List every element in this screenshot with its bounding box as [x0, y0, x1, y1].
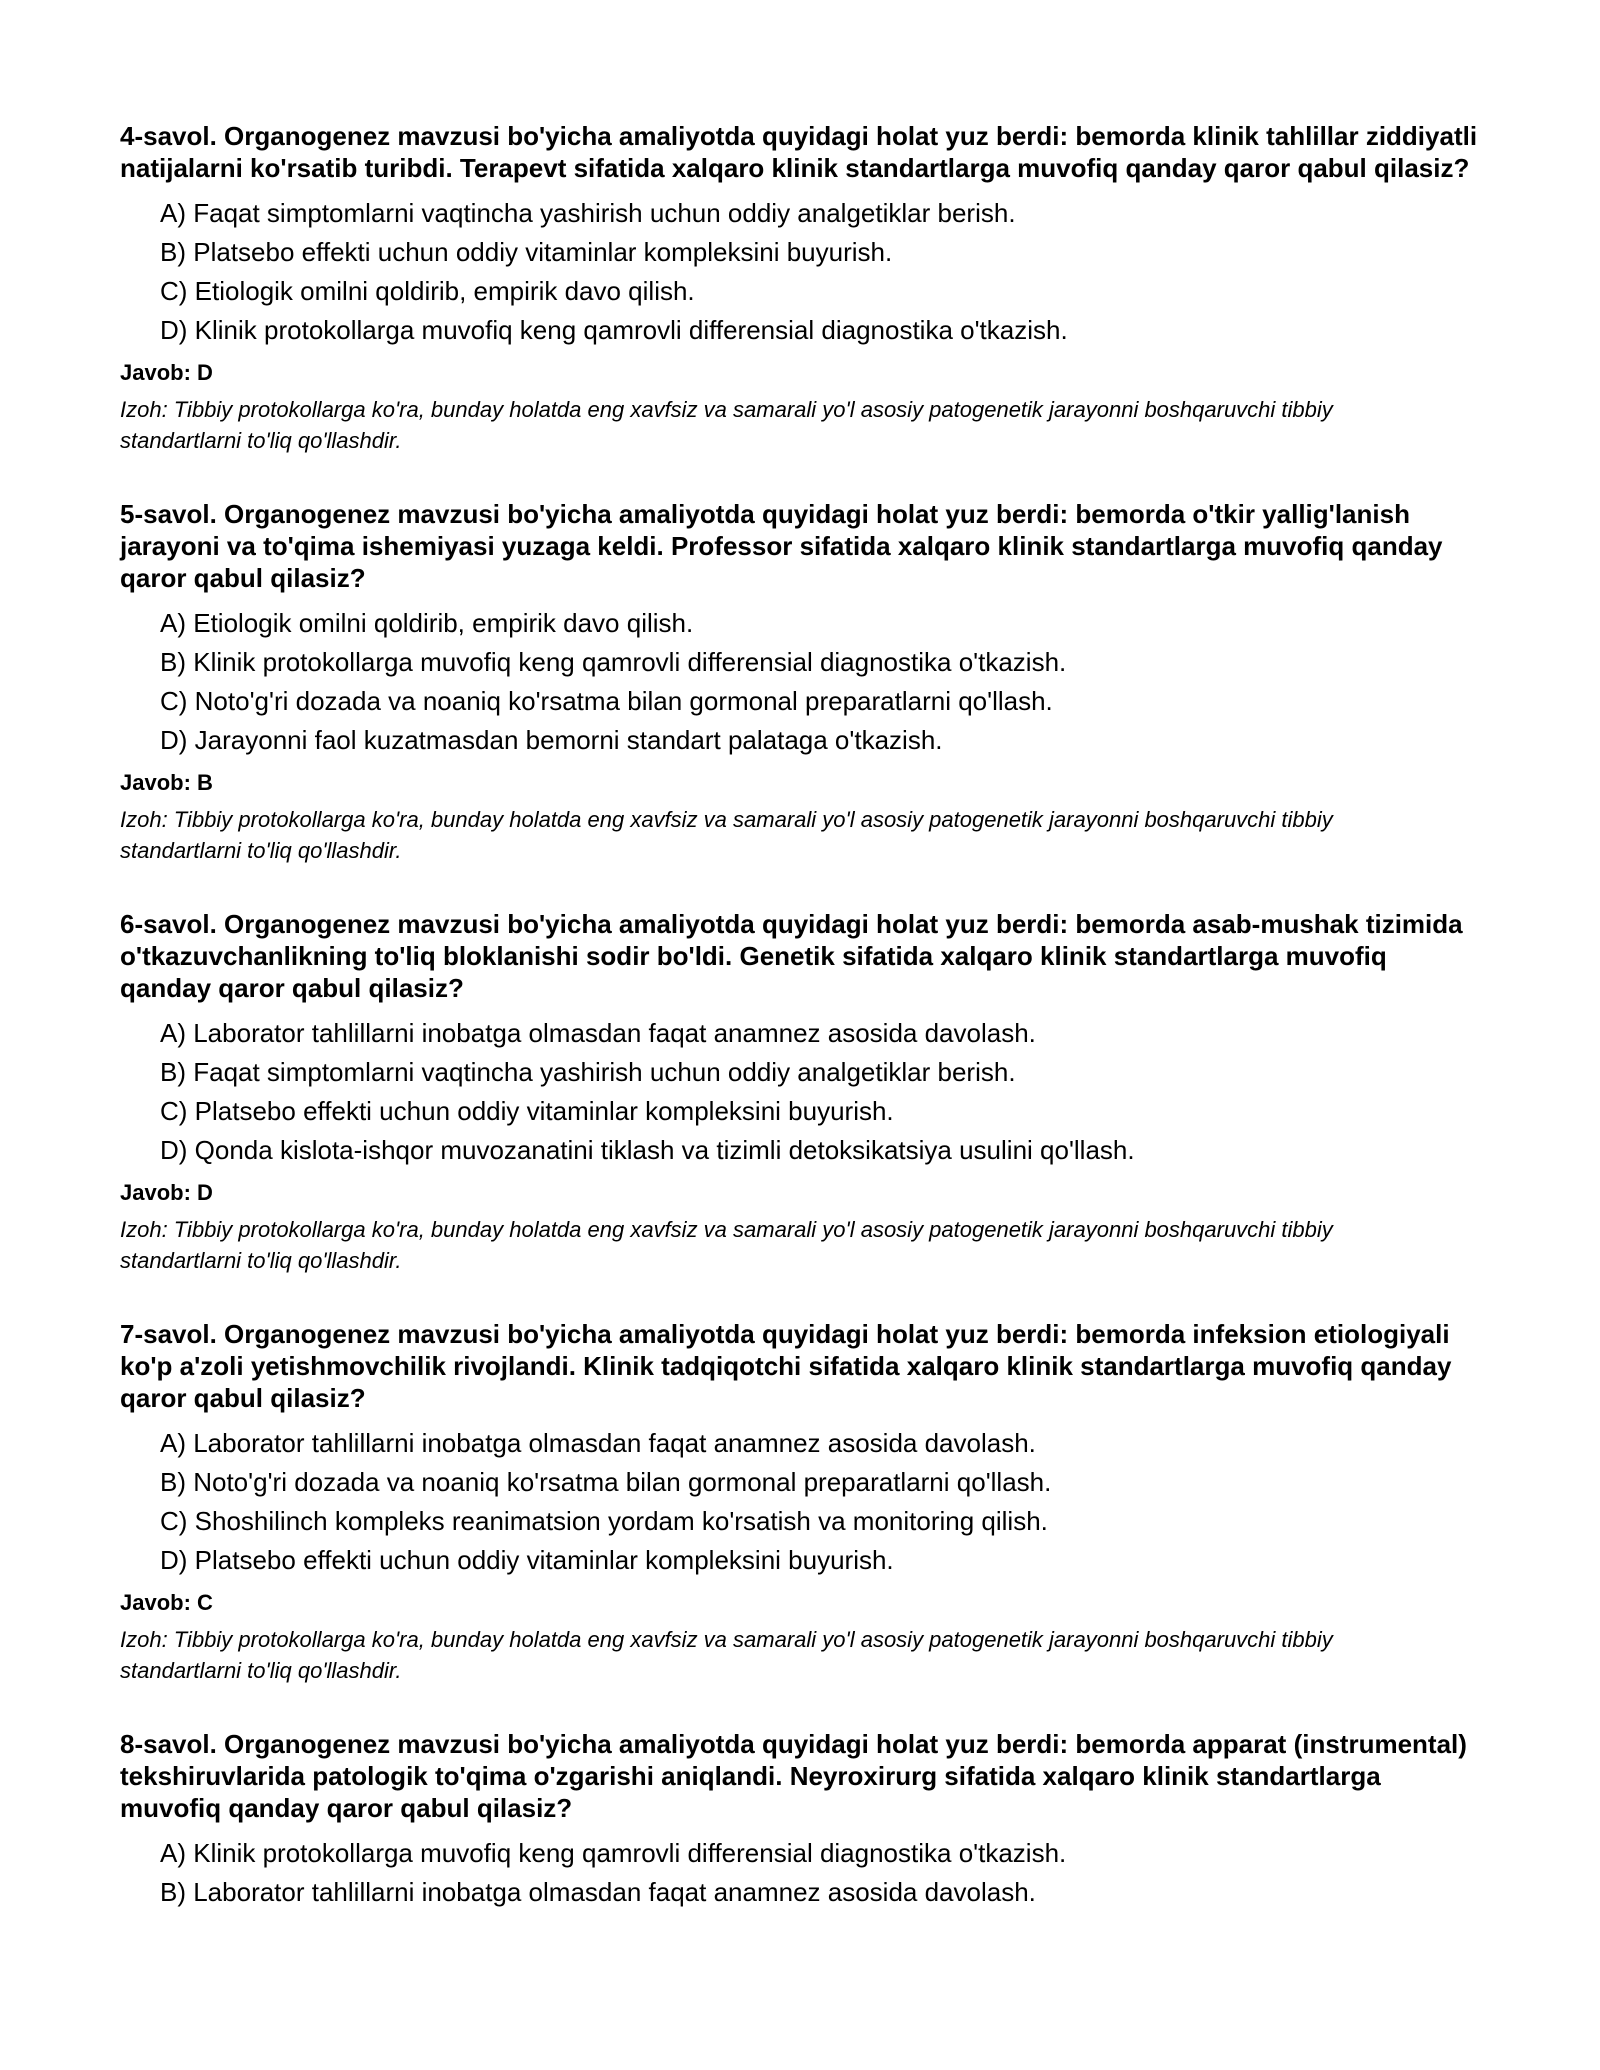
question-text: 7-savol. Organogenez mavzusi bo'yicha amaliyotda quyidagi holat yuz berdi: bemorda infeksion etiologiyali ko'p a'zoli yetishmovchilik rivojlandi. Klinik tadqiqotchi sifatida xalqaro klinik standartlarga muvofiq qanday qaror qabul qilasiz? — [120, 1319, 1452, 1413]
explanation-note: Izoh: Tibbiy protokollarga ko'ra, bunday holatda eng xavfsiz va samarali yo'l asosiy patogenetik jarayonni boshqaruvchi tibbiy standartlarni to'liq qo'llashdir. — [120, 1217, 1333, 1273]
explanation-note: Izoh: Tibbiy protokollarga ko'ra, bunday holatda eng xavfsiz va samarali yo'l asosiy patogenetik jarayonni boshqaruvchi tibbiy standartlarni to'liq qo'llashdir. — [120, 807, 1333, 863]
question-4 — [120, 120, 1480, 456]
answer: Javob: D — [120, 1180, 213, 1205]
option-d: D) Qonda kislota-ishqor muvozanatini tiklash va tizimli detoksikatsiya usulini qo'llash. — [160, 1135, 1135, 1165]
options-list — [120, 1424, 1480, 1580]
option-d: D) Platsebo effekti uchun oddiy vitaminlar kompleksini buyurish. — [160, 1545, 894, 1575]
option-c: C) Shoshilinch kompleks reanimatsion yordam ko'rsatish va monitoring qilish. — [160, 1506, 1048, 1536]
answer: Javob: B — [120, 770, 213, 795]
options-list — [120, 1834, 1480, 1912]
options-list — [120, 604, 1480, 760]
question-text: 5-savol. Organogenez mavzusi bo'yicha amaliyotda quyidagi holat yuz berdi: bemorda o'tkir yallig'lanish jarayoni va to'qima ishemiyasi yuzaga keldi. Professor sifatida xalqaro klinik standartlarga muvofiq qanday qaror qabul qilasiz? — [120, 499, 1443, 593]
question-text: 6-savol. Organogenez mavzusi bo'yicha amaliyotda quyidagi holat yuz berdi: bemorda asab-mushak tizimida o'tkazuvchanlikning to'liq bloklanishi sodir bo'ldi. Genetik sifatida xalqaro klinik standartlarga muvofiq qanday qaror qabul qilasiz? — [120, 909, 1463, 1003]
document-page — [120, 120, 1480, 1954]
option-a: A) Faqat simptomlarni vaqtincha yashirish uchun oddiy analgetiklar berish. — [160, 198, 1016, 228]
question-5 — [120, 498, 1480, 866]
option-d: D) Klinik protokollarga muvofiq keng qamrovli differensial diagnostika o'tkazish. — [160, 315, 1068, 345]
option-b: B) Noto'g'ri dozada va noaniq ko'rsatma bilan gormonal preparatlarni qo'llash. — [160, 1467, 1052, 1497]
option-b: B) Klinik protokollarga muvofiq keng qamrovli differensial diagnostika o'tkazish. — [160, 647, 1067, 677]
question-text: 4-savol. Organogenez mavzusi bo'yicha amaliyotda quyidagi holat yuz berdi: bemorda klinik tahlillar ziddiyatli natijalarni ko'rsatib turibdi. Terapevt sifatida xalqaro klinik standartlarga muvofiq qanday qaror qabul qilasiz? — [120, 121, 1478, 183]
options-list — [120, 1014, 1480, 1170]
question-6 — [120, 908, 1480, 1276]
explanation-note: Izoh: Tibbiy protokollarga ko'ra, bunday holatda eng xavfsiz va samarali yo'l asosiy patogenetik jarayonni boshqaruvchi tibbiy standartlarni to'liq qo'llashdir. — [120, 1627, 1333, 1683]
option-c: C) Platsebo effekti uchun oddiy vitaminlar kompleksini buyurish. — [160, 1096, 894, 1126]
option-a: A) Laborator tahlillarni inobatga olmasdan faqat anamnez asosida davolash. — [160, 1428, 1036, 1458]
question-text: 8-savol. Organogenez mavzusi bo'yicha amaliyotda quyidagi holat yuz berdi: bemorda apparat (instrumental) tekshiruvlarida patologik to'qima o'zgarishi aniqlandi. Neyroxirurg sifatida xalqaro klinik standartlarga muvofiq qanday qaror qabul qilasiz? — [120, 1729, 1467, 1823]
option-b: B) Laborator tahlillarni inobatga olmasdan faqat anamnez asosida davolash. — [160, 1877, 1036, 1907]
option-b: B) Faqat simptomlarni vaqtincha yashirish uchun oddiy analgetiklar berish. — [160, 1057, 1016, 1087]
option-b: B) Platsebo effekti uchun oddiy vitaminlar kompleksini buyurish. — [160, 237, 893, 267]
options-list — [120, 194, 1480, 350]
answer: Javob: D — [120, 360, 213, 385]
option-c: C) Noto'g'ri dozada va noaniq ko'rsatma bilan gormonal preparatlarni qo'llash. — [160, 686, 1053, 716]
option-a: A) Laborator tahlillarni inobatga olmasdan faqat anamnez asosida davolash. — [160, 1018, 1036, 1048]
option-d: D) Jarayonni faol kuzatmasdan bemorni standart palataga o'tkazish. — [160, 725, 943, 755]
option-a: A) Klinik protokollarga muvofiq keng qamrovli differensial diagnostika o'tkazish. — [160, 1838, 1067, 1868]
answer: Javob: C — [120, 1590, 213, 1615]
question-8 — [120, 1728, 1480, 1912]
option-c: C) Etiologik omilni qoldirib, empirik davo qilish. — [160, 276, 695, 306]
explanation-note: Izoh: Tibbiy protokollarga ko'ra, bunday holatda eng xavfsiz va samarali yo'l asosiy patogenetik jarayonni boshqaruvchi tibbiy standartlarni to'liq qo'llashdir. — [120, 397, 1333, 453]
question-7 — [120, 1318, 1480, 1686]
option-a: A) Etiologik omilni qoldirib, empirik davo qilish. — [160, 608, 694, 638]
